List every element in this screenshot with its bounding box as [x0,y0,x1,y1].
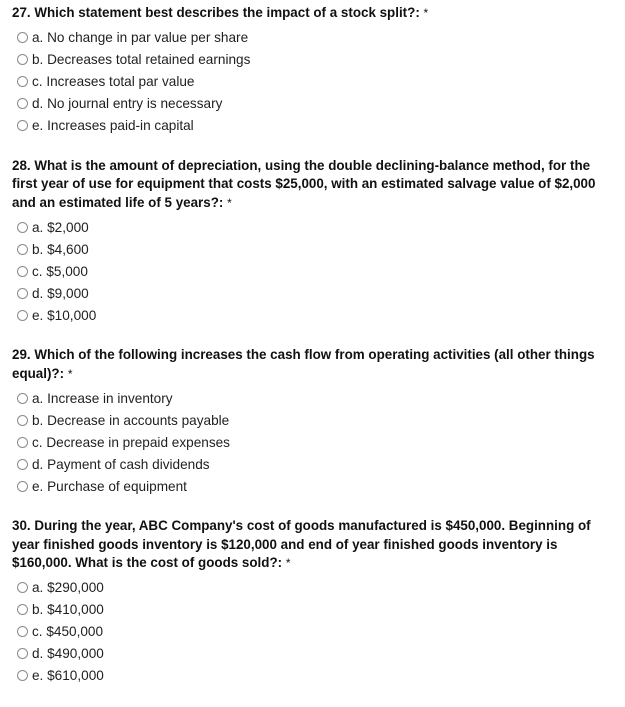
option-e[interactable]: e. $610,000 [17,665,617,687]
radio-button[interactable] [17,582,28,593]
radio-button[interactable] [17,222,28,233]
radio-button[interactable] [17,604,28,615]
option-d[interactable]: d. $490,000 [17,643,617,665]
option-d[interactable]: d. $9,000 [17,282,617,304]
option-a[interactable]: a. $290,000 [17,577,617,599]
option-c[interactable]: c. Increases total par value [17,71,617,93]
options-list [12,577,617,687]
radio-button[interactable] [17,459,28,470]
question-29 [12,346,617,497]
option-c[interactable]: c. $5,000 [17,260,617,282]
radio-button[interactable] [17,76,28,87]
question-30 [12,517,617,687]
radio-button[interactable] [17,54,28,65]
option-b[interactable]: b. Decreases total retained earnings [17,49,617,71]
radio-button[interactable] [17,266,28,277]
radio-button[interactable] [17,244,28,255]
option-a[interactable]: a. Increase in inventory [17,387,617,409]
option-b[interactable]: b. $4,600 [17,238,617,260]
radio-button[interactable] [17,437,28,448]
required-marker: * [423,6,429,20]
option-c[interactable]: c. $450,000 [17,621,617,643]
option-b[interactable]: b. Decrease in accounts payable [17,409,617,431]
radio-button[interactable] [17,98,28,109]
option-b[interactable]: b. $410,000 [17,599,617,621]
required-marker: * [227,195,232,210]
option-e[interactable]: e. Purchase of equipment [17,475,617,497]
options-list [12,387,617,497]
option-e[interactable]: e. $10,000 [17,304,617,326]
radio-button[interactable] [17,32,28,43]
question-title: 30. During the year, ABC Company's cost of goods manufactured is $450,000. Beginning of year finished goods inventory is $120,000 and end of year finished goods inventory is $160,000. What is the cost of goods sold?: * [12,518,591,570]
radio-button[interactable] [17,310,28,321]
radio-button[interactable] [17,670,28,681]
option-e[interactable]: e. Increases paid-in capital [17,115,617,137]
question-title: 29. Which of the following increases the cash flow from operating activities (all other things equal)?: * [12,347,595,381]
radio-button[interactable] [17,120,28,131]
required-marker: * [67,366,73,381]
option-a[interactable]: a. $2,000 [17,216,617,238]
options-list [12,27,617,137]
option-d[interactable]: d. No journal entry is necessary [17,93,617,115]
radio-button[interactable] [17,626,28,637]
radio-button[interactable] [17,648,28,659]
question-28 [12,157,617,327]
options-list [12,216,617,326]
question-title: 27. Which statement best describes the impact of a stock split?: * [12,5,429,20]
question-27 [12,4,617,137]
radio-button[interactable] [17,288,28,299]
required-marker: * [285,556,291,570]
radio-button[interactable] [17,415,28,426]
option-c[interactable]: c. Decrease in prepaid expenses [17,431,617,453]
radio-button[interactable] [17,481,28,492]
question-title: 28. What is the amount of depreciation, using the double declining-balance method, for the first year of use for equipment that costs $25,000, with an estimated salvage value of $2,000 and an estimated life of 5 years?: * [12,157,596,210]
radio-button[interactable] [17,393,28,404]
option-a[interactable]: a. No change in par value per share [17,27,617,49]
option-d[interactable]: d. Payment of cash dividends [17,453,617,475]
